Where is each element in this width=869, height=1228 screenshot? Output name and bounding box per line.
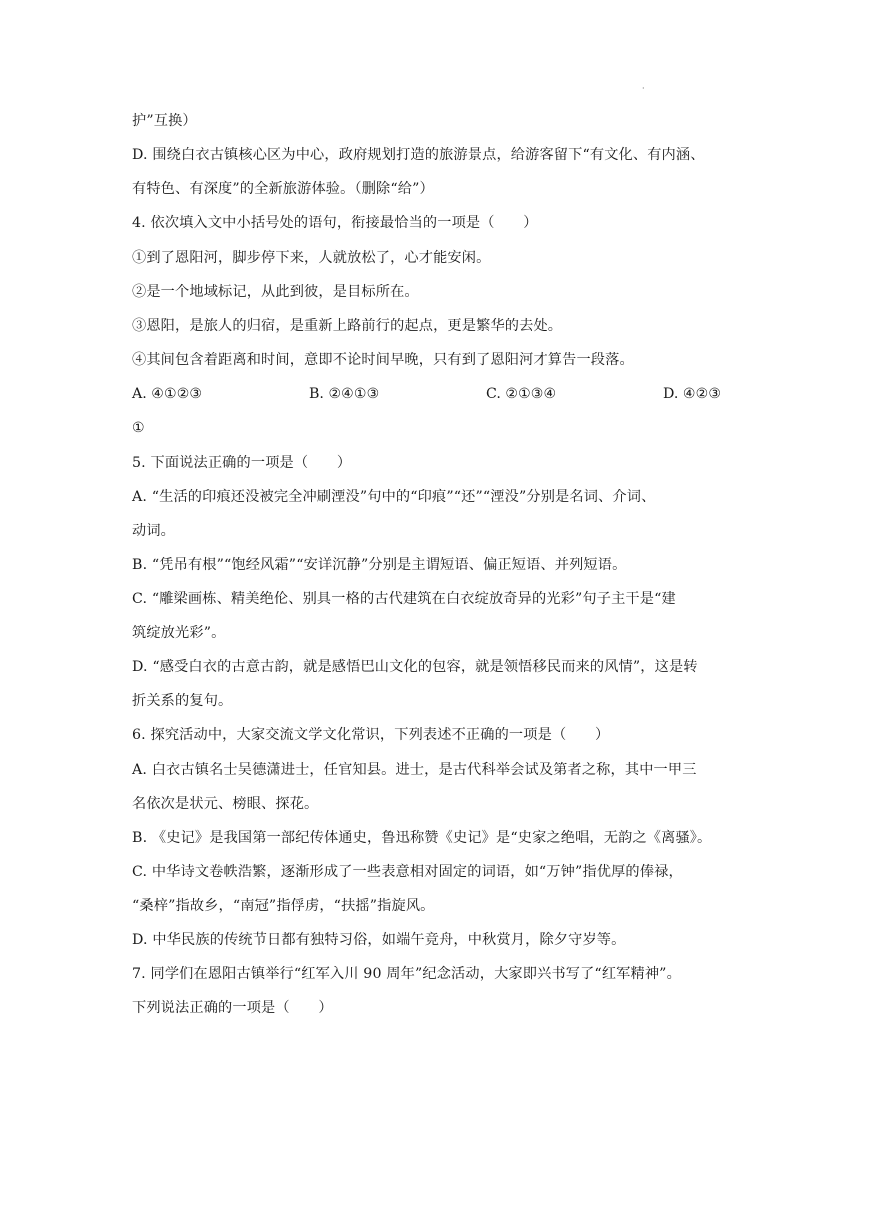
text-line: 护”互换） [132,113,197,129]
q4-option-d: D. ④②③ [663,386,722,402]
text-line: ①到了恩阳河，脚步停下来，人就放松了，心才能安闲。 [132,250,491,266]
text-line: 折关系的复句。 [132,693,233,709]
header-mark: · [642,84,645,93]
text-line: ③恩阳，是旅人的归宿，是重新上路前行的起点，更是繁华的去处。 [132,318,563,334]
q4-option-a: A. ④①②③ [132,386,203,402]
text-line: B. “凭吊有根”“饱经风霜”“安详沉静”分别是主谓短语、偏正短语、并列短语。 [132,557,627,573]
q4-option-d-wrap: ① [132,420,145,436]
text-line: A. 白衣古镇名士吴德潇进士，任官知县。进士，是古代科举会试及第者之称，其中一甲三 [132,762,697,778]
text-line: ④其间包含着距离和时间，意即不论时间早晚，只有到了恩阳河才算告一段落。 [132,352,634,368]
text-line: A. “生活的印痕还没被完全冲刷湮没”句中的“印痕”“还”“湮没”分别是名词、介词、 [132,489,656,505]
q4-option-c: C. ②①③④ [486,386,557,402]
text-line: B. 《史记》是我国第一部纪传体通史，鲁迅称赞《史记》是“史家之绝唱，无韵之《离骚》。 [132,830,712,846]
text-line: “桑梓”指故乡，“南冠”指俘虏，“扶摇”指旋风。 [132,898,435,914]
text-line: ②是一个地域标记，从此到彼，是目标所在。 [132,284,419,300]
text-line: D. “感受白衣的古意古韵，就是感悟巴山文化的包容，就是领悟移民而来的风情”，这是转 [132,659,698,675]
text-line: D. 围绕白衣古镇核心区为中心，政府规划打造的旅游景点，给游客留下“有文化、有内涵、 [132,147,705,163]
text-line: 动词。 [132,523,176,539]
question-6-stem: 6. 探究活动中，大家交流文学文化常识，下列表述不正确的一项是（ ） [132,727,610,743]
text-line: 筑绽放光彩”。 [132,625,226,641]
text-line: D. 中华民族的传统节日都有独特习俗，如端午竞舟，中秋赏月，除夕守岁等。 [132,932,626,948]
text-line: C. “雕梁画栋、精美绝伦、别具一格的古代建筑在白衣绽放奇异的光彩”句子主干是“建 [132,591,676,607]
question-4-stem: 4. 依次填入文中小括号处的语句，衔接最恰当的一项是（ ） [132,215,538,231]
q4-option-b: B. ②④①③ [309,386,380,402]
text-line: C. 中华诗文卷帙浩繁，逐渐形成了一些表意相对固定的词语，如“万钟”指优厚的俸禄， [132,864,683,880]
text-line: 名依次是状元、榜眼、探花。 [132,796,319,812]
text-line: 有特色、有深度”的全新旅游体验。（删除“给”） [132,181,434,197]
question-7-stem: 7. 同学们在恩阳古镇举行“红军入川 90 周年”纪念活动，大家即兴书写了“红军精神”。 [132,966,681,982]
question-5-stem: 5. 下面说法正确的一项是（ ） [132,455,352,471]
text-line: 下列说法正确的一项是（ ） [132,1000,333,1016]
